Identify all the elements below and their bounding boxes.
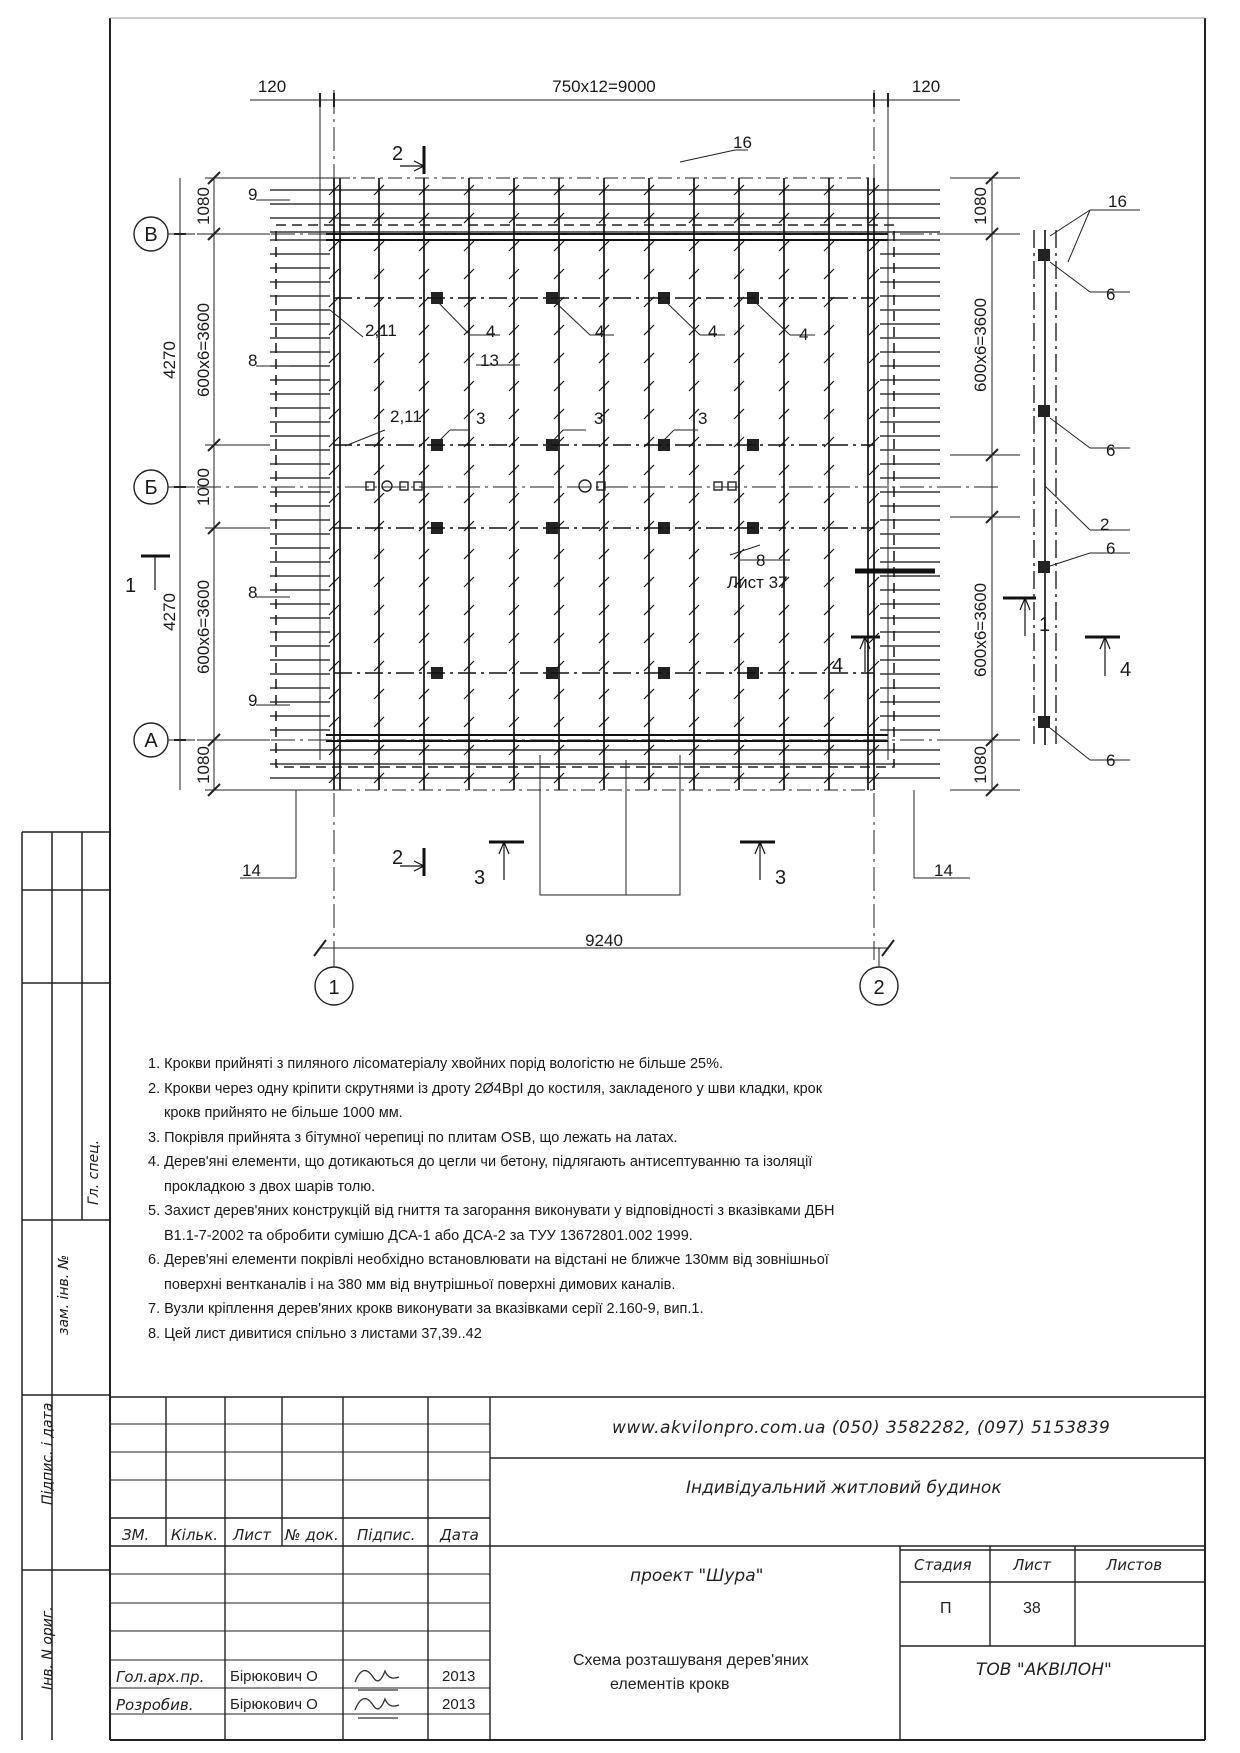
title-sheet-2: елементів крокв [610, 1676, 730, 1693]
dimension-lines [174, 93, 1020, 956]
note-7-text: 7. Вузли кріплення дерев'яних крокв виконувати за вказівками серії 2.160-9, вип.1. [148, 1301, 704, 1317]
callout-16-right: 16 [1108, 192, 1127, 211]
side-stamp-gl-spec: Гл. спец. [86, 1139, 102, 1205]
note-8-text: 8. Цей лист дивитися спільно з листами 37,39..42 [148, 1325, 482, 1342]
dimension-texts [160, 77, 990, 950]
note-1 [148, 1052, 948, 1077]
callout-6-a: 6 [1106, 285, 1116, 304]
dim-right-1080-top: 1080 [971, 187, 990, 225]
title-building: Індивідуальний житловий будинок [686, 1478, 1002, 1498]
row-1-date: 2013 [442, 1668, 476, 1685]
dim-bottom: 9240 [585, 931, 623, 950]
signature-marks [355, 1671, 399, 1718]
note-4-text: 4. Дерев'яні елементи, що дотикаються до цегли чи бетону, підлягають антисептуванню та ізоляції [148, 1154, 813, 1170]
note-5-cont: В1.1-7-2002 та обробити сумішю ДСА-1 або ДСА-2 за ТУУ 13672801.002 1999. [164, 1227, 693, 1244]
note-1-text: 1. Крокви прийняті з пиляного лісоматеріалу хвойних порід вологістю не більше 25%. [148, 1056, 724, 1072]
note-5 [148, 1199, 948, 1248]
header-zm: ЗМ. [122, 1526, 150, 1544]
note-7 [148, 1297, 948, 1322]
note-6 [148, 1248, 948, 1297]
callout-8-right: 8 [756, 551, 766, 570]
callout-14-right: 14 [934, 861, 953, 880]
side-stamp-inv-orig: Інв. N ориг. [40, 1606, 56, 1690]
note-4-cont: прокладкою з двох шарів толю. [164, 1178, 376, 1195]
section-4-right: 4 [1120, 659, 1132, 681]
dim-right-1080-bottom: 1080 [971, 746, 990, 784]
section-2-top: 2 [392, 143, 404, 165]
row-1-role: Гол.арх.пр. [116, 1668, 205, 1686]
axis-label-1: 1 [328, 977, 340, 999]
sheet-reference: Лист 37 [727, 573, 788, 592]
axis-label-b: Б [144, 477, 158, 499]
header-data: Дата [440, 1526, 479, 1544]
callout-6-b: 6 [1106, 441, 1116, 460]
callout-8-top: 8 [248, 351, 258, 370]
rafters-group [329, 178, 879, 790]
header-kilk: Кільк. [171, 1526, 219, 1544]
sheet-header: Лист [1013, 1556, 1052, 1574]
title-project: проект "Шура" [630, 1566, 764, 1586]
section-3-right: 3 [775, 867, 787, 889]
callout-13: 13 [480, 351, 499, 370]
title-contacts: www.akvilonpro.com.ua (050) 3582282, (097) 5153839 [612, 1418, 1111, 1438]
axis-label-2: 2 [873, 977, 885, 999]
callout-3-a: 3 [476, 409, 486, 428]
side-stamp-pidpys-data: Підпис. і дата [40, 1402, 56, 1505]
stage-value: П [940, 1600, 952, 1617]
dim-left-1080-top: 1080 [194, 187, 213, 225]
section-1-left: 1 [125, 575, 137, 597]
callout-3-c: 3 [698, 409, 708, 428]
callout-8-bottom: 8 [248, 583, 258, 602]
note-2-cont: крокв прийнято не більше 1000 мм. [164, 1105, 403, 1121]
dim-right-600-top: 600x6=3600 [971, 297, 990, 393]
callout-4-a: 4 [486, 322, 496, 341]
sheet-value: 38 [1023, 1600, 1041, 1617]
callout-4-b: 4 [595, 322, 605, 341]
header-pidpys: Підпис. [357, 1526, 416, 1544]
dim-top-center: 750x12=9000 [552, 77, 656, 96]
sheets-header: Листов [1106, 1556, 1163, 1574]
callout-16-top: 16 [733, 133, 752, 152]
note-3 [148, 1126, 948, 1151]
note-6-cont: поверхні вентканалів і на 380 мм від внутрішньої поверхні димових каналів. [164, 1276, 676, 1293]
callout-4-c: 4 [708, 322, 718, 341]
section-2-bottom: 2 [392, 847, 404, 869]
title-company: ТОВ "АКВІЛОН" [976, 1660, 1112, 1680]
row-1-name: Бірюкович О [230, 1668, 318, 1685]
dim-left-1000: 1000 [194, 468, 213, 506]
row-2-date: 2013 [442, 1696, 476, 1713]
dim-left-4270-top: 4270 [160, 341, 179, 379]
section-4-left: 4 [832, 655, 844, 677]
note-6-text: 6. Дерев'яні елементи покрівлі необхідно встановлювати на відстані не ближче 130мм від зовнішньої [148, 1252, 829, 1268]
chimney-symbols [366, 480, 736, 492]
dim-left-1080-bottom: 1080 [194, 746, 213, 784]
dim-right-600-bottom: 600x6=3600 [971, 582, 990, 678]
section-1-right: 1 [1039, 614, 1051, 636]
header-nodok: № док. [285, 1526, 339, 1544]
header-lyst: Лист [233, 1526, 272, 1544]
dim-top-right: 120 [911, 77, 941, 96]
dim-left-4270-bottom: 4270 [160, 593, 179, 631]
wall-outline [276, 178, 894, 790]
axis-label-a: А [144, 730, 158, 752]
dim-left-600-bottom: 600x6=3600 [194, 579, 213, 675]
dim-left-600-top: 600x6=3600 [194, 302, 213, 398]
row-2-name: Бірюкович О [230, 1696, 318, 1713]
callout-4-d: 4 [799, 325, 809, 344]
note-2-text: 2. Крокви через одну кріпити скрутнями із дроту 2Ø4ВрІ до костиля, закладеного у шви кладки, крок [148, 1080, 823, 1097]
side-stamp-zam-inv: зам. інв. № [56, 1254, 72, 1335]
sheet-frame [110, 18, 1205, 1740]
note-4 [148, 1150, 948, 1199]
callout-9-top: 9 [248, 185, 258, 204]
dim-top-left: 120 [257, 77, 287, 96]
callout-3-b: 3 [594, 409, 604, 428]
note-8 [148, 1322, 948, 1347]
callout-14-left: 14 [242, 861, 261, 880]
note-2 [148, 1077, 948, 1126]
section-3-left: 3 [474, 867, 486, 889]
callout-6-d: 6 [1106, 751, 1116, 770]
note-3-text: 3. Покрівля прийнята з бітумної черепиці по плитам OSB, що лежать на латах. [148, 1129, 678, 1146]
callout-9-bottom: 9 [248, 691, 258, 710]
leader-lines [240, 150, 970, 895]
axis-bubble-ties [168, 234, 879, 967]
side-section-column [1034, 230, 1056, 745]
callout-labels [242, 133, 1127, 880]
axis-label-v: В [144, 224, 158, 246]
note-5-text: 5. Захист дерев'яних конструкцій від гниття та загорання виконувати у відповідності з вказівками ДБН [148, 1203, 835, 1219]
general-notes [148, 1052, 948, 1346]
callout-2-11-a: 2,11 [365, 321, 397, 340]
callout-6-c: 6 [1106, 539, 1116, 558]
callout-2: 2 [1100, 515, 1110, 534]
row-2-role: Розробив. [116, 1696, 194, 1714]
callout-2-11-b: 2,11 [390, 407, 422, 426]
stage-header: Стадия [914, 1556, 972, 1574]
title-sheet-1: Схема розташуваня дерев'яних [573, 1652, 809, 1669]
